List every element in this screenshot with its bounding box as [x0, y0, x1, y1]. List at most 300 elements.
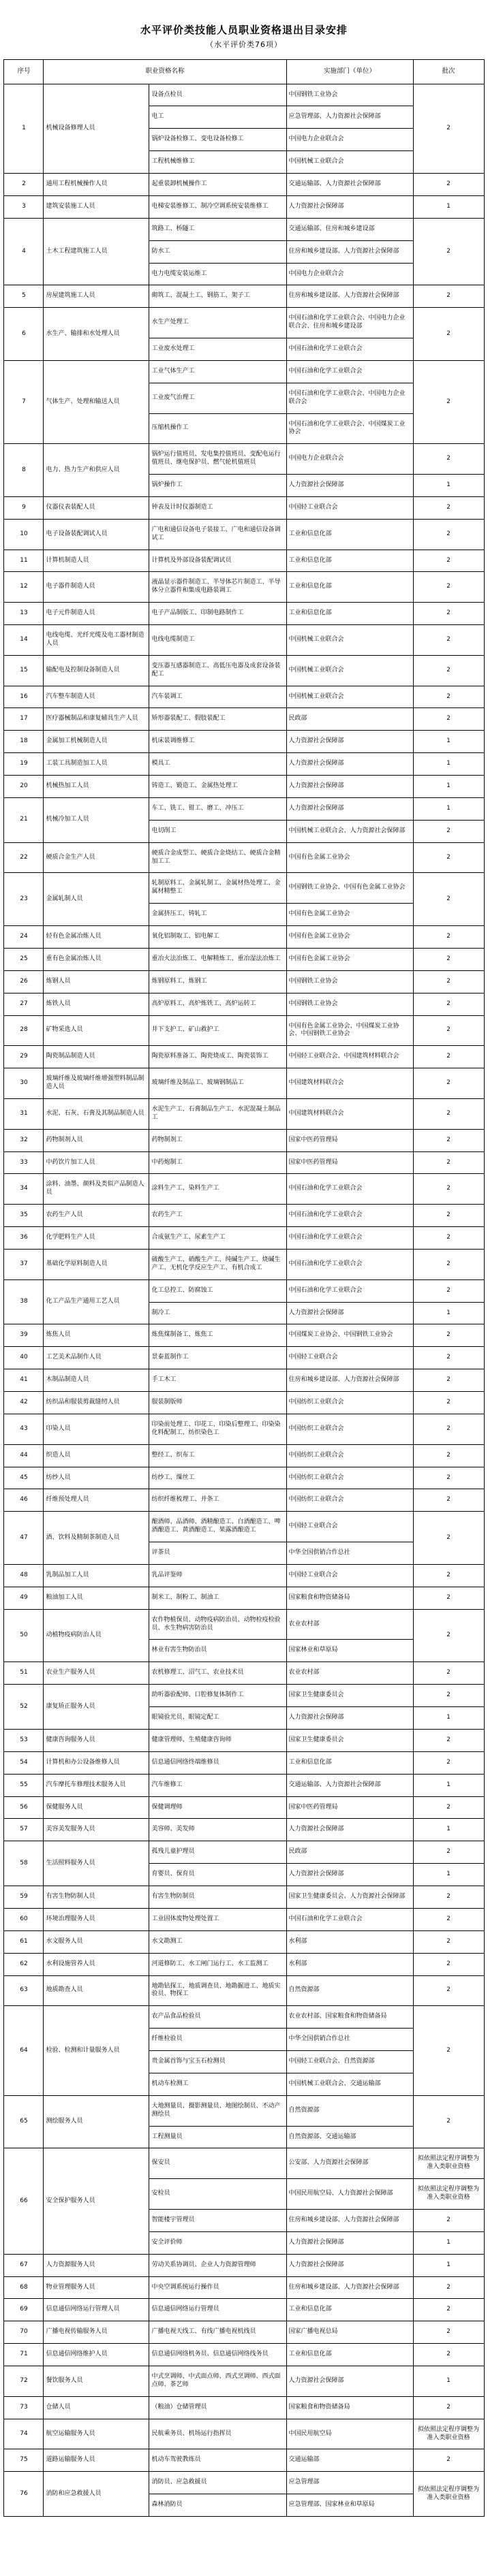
qualification-cell: 硫酸生产工、硝酸生产工、纯碱生产工、烧碱生产工、无机化学反应生产工、有机合成工 [149, 1249, 286, 1279]
row-number-cell: 35 [4, 1205, 44, 1227]
table-row [4, 1347, 484, 1369]
table-row [4, 84, 484, 106]
row-number-cell: 22 [4, 842, 44, 873]
batch-cell: 1 [413, 1864, 484, 1886]
department-cell: 中国石油和化学工业联合会 [286, 360, 413, 383]
qualification-cell: 化工总控工、防腐蚀工 [149, 1279, 286, 1302]
qualification-cell: 轧制原料工、金属轧制工、金属材热处理工、金属材精整工 [149, 873, 286, 904]
table-row [4, 625, 484, 656]
qualification-cell: 钟表及计时仪器制造工 [149, 496, 286, 519]
department-cell: 工业和信息化部 [286, 2344, 413, 2366]
batch-cell: 2 [413, 1098, 484, 1129]
department-cell: 中国钢铁工业协会 [286, 970, 413, 993]
category-cell: 农业生产服务人员 [44, 1662, 149, 1685]
batch-cell: 2 [413, 1369, 484, 1392]
department-cell: 中国石油和化学工业联合会 [286, 1205, 413, 1227]
table-row [4, 1751, 484, 1774]
category-cell: 康复矫正服务人员 [44, 1685, 149, 1730]
qualification-cell: 工业废水处理工 [149, 338, 286, 361]
category-cell: 纤维预处理人员 [44, 1489, 149, 1512]
department-cell: 中国石油和化学工业联合会 [286, 338, 413, 361]
batch-cell: 2 [413, 1841, 484, 1864]
batch-cell: 2 [413, 686, 484, 708]
department-cell: 中国轻工业联合会 [286, 1347, 413, 1369]
category-cell: 广播电视传输服务人员 [44, 2321, 149, 2344]
category-cell: 建筑安装施工人员 [44, 195, 149, 218]
table-row [4, 1129, 484, 1151]
category-cell: 水生产、输排和水处理人员 [44, 308, 149, 361]
table-row [4, 550, 484, 572]
qualification-cell: 乳品评鉴师 [149, 1564, 286, 1587]
batch-cell: 1 [413, 1774, 484, 1796]
qualification-cell: 酿酒师、品酒师、酒精酿造工、白酒酿造工、啤酒酿造工、黄酒酿造工、果露酒酿造工 [149, 1512, 286, 1542]
table-row [4, 2321, 484, 2344]
row-number-cell: 20 [4, 776, 44, 798]
row-number-cell: 29 [4, 1046, 44, 1068]
row-number-cell: 18 [4, 731, 44, 753]
table-row [4, 1174, 484, 1205]
row-number-cell: 59 [4, 1886, 44, 1909]
batch-cell: 2 [413, 2209, 484, 2231]
batch-cell: 1 [413, 753, 484, 776]
row-number-cell: 34 [4, 1174, 44, 1205]
qualification-cell: 美容师、美发师 [149, 1819, 286, 1841]
category-cell: 药物制剂人员 [44, 1129, 149, 1151]
batch-cell: 2 [413, 2449, 484, 2472]
qualification-cell: 涂料生产工、染料生产工 [149, 1174, 286, 1205]
batch-cell: 2 [413, 1662, 484, 1685]
category-cell: 物业管理服务人员 [44, 2276, 149, 2299]
table-row [4, 308, 484, 338]
category-cell: 消防和应急救援人员 [44, 2472, 149, 2517]
table-header-row [4, 60, 484, 84]
qualification-cell: 锅炉运行值班员、发电集控值班员、变配电运行值班员、继电保护员、燃气轮机值班员 [149, 444, 286, 475]
batch-cell: 2 [413, 1205, 484, 1227]
row-number-cell: 23 [4, 873, 44, 926]
category-cell: 涂料、油墨、颜料及类似产品制造人员 [44, 1174, 149, 1205]
qualification-cell: 健康管理师、生殖健康咨询师 [149, 1729, 286, 1751]
row-number-cell: 64 [4, 2006, 44, 2096]
category-cell: 输配电及控制设备制造人员 [44, 655, 149, 686]
row-number-cell: 3 [4, 195, 44, 218]
category-cell: 硬质合金生产人员 [44, 842, 149, 873]
row-number-cell: 25 [4, 948, 44, 970]
category-cell: 航空运输服务人员 [44, 2419, 149, 2449]
qualification-cell: 计算机及外部设备装配调试员 [149, 550, 286, 572]
department-cell: 中国建筑材料联合会 [286, 1068, 413, 1099]
row-number-cell: 72 [4, 2366, 44, 2397]
department-cell: 农业农村部 [286, 1662, 413, 1685]
batch-cell: 2 [413, 1609, 484, 1662]
table-row [4, 1512, 484, 1542]
row-number-cell: 66 [4, 2148, 44, 2254]
table-row [4, 195, 484, 218]
table-row [4, 776, 484, 798]
batch-cell: 1 [413, 1819, 484, 1841]
qualification-cell: 中央空调系统运行操作员 [149, 2276, 286, 2299]
category-cell: 机械热加工人员 [44, 776, 149, 798]
row-number-cell: 15 [4, 655, 44, 686]
qualification-cell: 眼镜验光员、眼镜定配工 [149, 1707, 286, 1730]
qualification-cell: 模具工 [149, 753, 286, 776]
header-implementing-department: 实施部门（单位） [286, 60, 413, 84]
table-row [4, 2344, 484, 2366]
batch-cell: 1 [413, 1707, 484, 1730]
qualification-cell: 压缩机操作工 [149, 413, 286, 444]
department-cell: 民政部 [286, 708, 413, 731]
category-cell: 炼铁人员 [44, 993, 149, 1015]
row-number-cell: 62 [4, 1953, 44, 1975]
category-cell: 健康咨询服务人员 [44, 1729, 149, 1751]
row-number-cell: 1 [4, 84, 44, 174]
batch-cell: 2 [413, 873, 484, 926]
category-cell: 电子器件制造人员 [44, 572, 149, 603]
batch-cell: 2 [413, 1015, 484, 1046]
batch-cell: 2 [413, 993, 484, 1015]
department-cell: 民政部 [286, 1841, 413, 1864]
qualification-cell: 印染前处理工、印花工、印染后整理工、印染染化料配制工、纺织染色工 [149, 1414, 286, 1444]
batch-cell: 2 [413, 2321, 484, 2344]
qualification-cell: 铸造工、锻造工、金属热处理工 [149, 776, 286, 798]
table-row [4, 2396, 484, 2419]
department-cell: 工业和信息化部 [286, 572, 413, 603]
category-cell: 水泥、石灰、石膏及其制品制造人员 [44, 1098, 149, 1129]
department-cell: 住房和城乡建设部、人力资源社会保障部 [286, 240, 413, 263]
batch-cell: 2 [413, 218, 484, 285]
batch-cell: 拟依照法定程序调整为准入类职业资格 [413, 2419, 484, 2449]
batch-cell: 2 [413, 1046, 484, 1068]
batch-cell: 2 [413, 1796, 484, 1819]
category-cell: 房屋建筑施工人员 [44, 285, 149, 308]
table-row [4, 926, 484, 949]
table-row [4, 731, 484, 753]
row-number-cell: 38 [4, 1279, 44, 1324]
batch-cell: 2 [413, 1347, 484, 1369]
department-cell: 住房和城乡建设部、人力资源社会保障部 [286, 2276, 413, 2299]
qualification-cell: 工业废气治理工 [149, 383, 286, 413]
batch-cell: 2 [413, 1129, 484, 1151]
category-cell: 织造人员 [44, 1444, 149, 1467]
row-number-cell: 57 [4, 1819, 44, 1841]
table-row [4, 2148, 484, 2179]
category-cell: 电力、热力生产和供应人员 [44, 444, 149, 497]
row-number-cell: 70 [4, 2321, 44, 2344]
table-row [4, 1609, 484, 1640]
department-cell: 中国机械工业联合会 [286, 655, 413, 686]
row-number-cell: 51 [4, 1662, 44, 1685]
row-number-cell: 55 [4, 1774, 44, 1796]
category-cell: 基础化学原料制造人员 [44, 1249, 149, 1279]
category-cell: 动植物疫病防治人员 [44, 1609, 149, 1662]
department-cell: 中国轻工业联合会 [286, 496, 413, 519]
batch-cell: 2 [413, 1953, 484, 1975]
qualification-cell: 信息通信网络运行管理员 [149, 2299, 286, 2321]
batch-cell: 2 [413, 1392, 484, 1414]
department-cell: 人力资源社会保障部 [286, 2254, 413, 2276]
qualification-cell: 筑路工、桥隧工 [149, 218, 286, 240]
table-row [4, 1930, 484, 1953]
category-cell: 机械设备修理人员 [44, 84, 149, 174]
row-number-cell: 52 [4, 1685, 44, 1730]
table-row [4, 1444, 484, 1467]
row-number-cell: 39 [4, 1324, 44, 1347]
batch-cell: 2 [413, 1249, 484, 1279]
row-number-cell: 19 [4, 753, 44, 776]
table-row [4, 496, 484, 519]
qualification-cell: 信息通信网络机务员、信息通信网络线务员 [149, 2344, 286, 2366]
category-cell: 安全保护服务人员 [44, 2148, 149, 2254]
row-number-cell: 68 [4, 2276, 44, 2299]
qualification-cell: 电子产品制版工、印制电路制作工 [149, 603, 286, 625]
table-row [4, 2276, 484, 2299]
table-row [4, 444, 484, 475]
category-cell: 炼焦人员 [44, 1324, 149, 1347]
row-number-cell: 53 [4, 1729, 44, 1751]
qualification-cell: 药物制剂工 [149, 1129, 286, 1151]
row-number-cell: 28 [4, 1015, 44, 1046]
batch-cell: 2 [413, 1751, 484, 1774]
category-cell: 电子设备装配调试人员 [44, 519, 149, 550]
qualification-cell: 服装制版师 [149, 1392, 286, 1414]
qualification-cell: 变压器互感器制造工、高低压电器及成套设备装配工 [149, 655, 286, 686]
department-cell: 中国电力企业联合会 [286, 444, 413, 475]
table-row [4, 2095, 484, 2126]
qualification-cell: 工程测量员 [149, 2126, 286, 2148]
qualification-cell: 陶瓷原料准备工、陶瓷烧成工、陶瓷装饰工 [149, 1046, 286, 1068]
row-number-cell: 76 [4, 2472, 44, 2517]
table-row [4, 1886, 484, 1909]
batch-cell: 2 [413, 603, 484, 625]
table-row [4, 2449, 484, 2472]
category-cell: 电线电缆、光纤光缆及电工器材制造人员 [44, 625, 149, 656]
department-cell: 中国有色金属工业协会 [286, 926, 413, 949]
qualification-cell: 氧化铝制取工、铝电解工 [149, 926, 286, 949]
qualification-cell: 水泥生产工、石膏制品生产工、水泥混凝土制品工 [149, 1098, 286, 1129]
department-cell: 中国机械工业联合会、人力资源社会保障部 [286, 820, 413, 842]
table-row [4, 708, 484, 731]
department-cell: 交通运输部、人力资源社会保障部 [286, 1774, 413, 1796]
category-cell: 印染人员 [44, 1414, 149, 1444]
department-cell: 工业和信息化部 [286, 519, 413, 550]
department-cell: 中国轻工业联合会 [286, 1512, 413, 1542]
batch-cell: 1 [413, 731, 484, 753]
category-cell: 检验、检测和计量服务人员 [44, 2006, 149, 2096]
batch-cell: 2 [413, 948, 484, 970]
batch-cell: 2 [413, 1489, 484, 1512]
category-cell: 环境治理服务人员 [44, 1908, 149, 1930]
qualification-cell: 水文勘测工 [149, 1930, 286, 1953]
qualification-cell: 纺纱工、缫丝工 [149, 1467, 286, 1489]
department-cell: 应急管理部、人力资源社会保障部 [286, 106, 413, 129]
qualification-cell: 机动车驾驶教练员 [149, 2449, 286, 2472]
category-cell: 酒、饮料及精制茶制造人员 [44, 1512, 149, 1565]
department-cell: 中国石油和化学工业联合会 [286, 1227, 413, 1250]
department-cell: 中国石油和化学工业联合会、中国煤炭工业协会 [286, 413, 413, 444]
table-row [4, 1819, 484, 1841]
batch-cell: 2 [413, 1324, 484, 1347]
qualification-cell: 炼焦煤制备工、炼焦工 [149, 1324, 286, 1347]
category-cell: 工艺美术品制作人员 [44, 1347, 149, 1369]
department-cell: 住房和城乡建设部、人力资源社会保障部 [286, 1369, 413, 1392]
row-number-cell: 10 [4, 519, 44, 550]
qualification-cell: 林业有害生物防治员 [149, 1640, 286, 1662]
row-number-cell: 56 [4, 1796, 44, 1819]
department-cell: 中国民用航空局、人力资源社会保障部 [286, 2179, 413, 2210]
category-cell: 工装工具制造加工人员 [44, 753, 149, 776]
table-row [4, 2366, 484, 2397]
table-row [4, 1841, 484, 1864]
qualification-cell: 贵金属首饰与宝玉石检测员 [149, 2051, 286, 2073]
qualification-cell: 电切削工 [149, 820, 286, 842]
batch-cell: 2 [413, 572, 484, 603]
row-number-cell: 37 [4, 1249, 44, 1279]
category-cell: 炼钢人员 [44, 970, 149, 993]
category-cell: 水利设施管养人员 [44, 1953, 149, 1975]
batch-cell: 2 [413, 550, 484, 572]
qualification-cell: 汽车装调工 [149, 686, 286, 708]
table-row [4, 753, 484, 776]
department-cell: 国家林业和草原局 [286, 1640, 413, 1662]
qualification-cell: 农药生产工 [149, 1205, 286, 1227]
department-cell: 人力资源社会保障部 [286, 475, 413, 497]
qualification-cell: 广电和通信设备电子装接工、广电和通信设备调试工 [149, 519, 286, 550]
row-number-cell: 63 [4, 1975, 44, 2006]
qualification-cell: 农作物植保员、动物疫病防治员、动物检疫检验员、水生物病害防治员 [149, 1609, 286, 1640]
department-cell: 国家卫生健康委员会 [286, 1685, 413, 1707]
batch-cell: 2 [413, 1151, 484, 1174]
table-row [4, 1151, 484, 1174]
qualification-cell: 电线电缆制造工 [149, 625, 286, 656]
qualification-cell: 信息通信网络终端维修员 [149, 1751, 286, 1774]
qualification-cell: 机床装调维修工 [149, 731, 286, 753]
qualification-cell: 森林消防员 [149, 2494, 286, 2517]
qualification-cell: 水生产处理工 [149, 308, 286, 338]
category-cell: 生活照料服务人员 [44, 1841, 149, 1886]
table-row [4, 1046, 484, 1068]
row-number-cell: 48 [4, 1564, 44, 1587]
batch-cell: 2 [413, 84, 484, 174]
category-cell: 信息通信网络运行管理人员 [44, 2299, 149, 2321]
department-cell: 国家中医药管理局 [286, 1151, 413, 1174]
batch-cell: 2 [413, 842, 484, 873]
qualification-cell: 工业固体废物处理处置工 [149, 1908, 286, 1930]
department-cell: 公安部、人力资源社会保障部 [286, 2148, 413, 2179]
category-cell: 机械冷加工人员 [44, 797, 149, 842]
table-row [4, 1587, 484, 1609]
table-row [4, 1324, 484, 1347]
qualification-cell: 保安员 [149, 2148, 286, 2179]
department-cell: 中国钢铁工业协会 [286, 84, 413, 106]
qualification-cell: 民航乘务员、机场运行指挥员 [149, 2419, 286, 2449]
category-cell: 有害生物防制人员 [44, 1886, 149, 1909]
qualification-cell: 合成氨生产工、尿素生产工 [149, 1227, 286, 1250]
qualification-cell: 安检员 [149, 2179, 286, 2210]
category-cell: 信息通信网络维护人员 [44, 2344, 149, 2366]
category-cell: 粮油加工人员 [44, 1587, 149, 1609]
department-cell: 交通运输部、住房和城乡建设部 [286, 218, 413, 240]
header-serial-number: 序号 [4, 60, 44, 84]
category-cell: 汽车整车制造人员 [44, 686, 149, 708]
category-cell: 玻璃纤维及玻璃纤维增强塑料制品制造人员 [44, 1068, 149, 1099]
table-row [4, 1205, 484, 1227]
qualification-cell: 电梯安装维修工、制冷空调系统安装维修工 [149, 195, 286, 218]
batch-cell: 2 [413, 1467, 484, 1489]
department-cell: 中国轻工业联合会 [286, 1564, 413, 1587]
category-cell: 仪器仪表装配人员 [44, 496, 149, 519]
department-cell: 交通运输部 [286, 2449, 413, 2472]
table-row [4, 1489, 484, 1512]
category-cell: 中药饮片加工人员 [44, 1151, 149, 1174]
row-number-cell: 5 [4, 285, 44, 308]
qualification-cell: 广播电视天线工、有线广播电视机线员 [149, 2321, 286, 2344]
category-cell: 计算机制造人员 [44, 550, 149, 572]
row-number-cell: 61 [4, 1930, 44, 1953]
department-cell: 中国机械工业联合会 [286, 151, 413, 174]
qualification-cell: 有害生物防制员 [149, 1886, 286, 1909]
table-row [4, 519, 484, 550]
qualification-cell: 手工木工 [149, 1369, 286, 1392]
batch-cell: 2 [413, 1444, 484, 1467]
qualification-cell: 硬质合金成型工、硬质合金烧结工、硬质合金精加工工 [149, 842, 286, 873]
batch-cell: 2 [413, 2299, 484, 2321]
qualification-cell: 评茶员 [149, 1542, 286, 1565]
department-cell: 农业农村部 [286, 1609, 413, 1640]
batch-cell: 拟依照法定程序调整为准入类职业资格 [413, 2148, 484, 2179]
department-cell: 工业和信息化部 [286, 550, 413, 572]
row-number-cell: 11 [4, 550, 44, 572]
batch-cell: 2 [413, 360, 484, 443]
batch-cell: 2 [413, 1886, 484, 1909]
batch-cell: 拟依照法定程序调整为准入类职业资格 [413, 2179, 484, 2210]
batch-cell: 2 [413, 970, 484, 993]
category-cell: 化学肥料生产人员 [44, 1227, 149, 1250]
batch-cell: 2 [413, 1930, 484, 1953]
row-number-cell: 71 [4, 2344, 44, 2366]
row-number-cell: 43 [4, 1414, 44, 1444]
qualification-cell: 玻璃纤维及制品工、玻璃钢制品工 [149, 1068, 286, 1099]
batch-cell: 2 [413, 2095, 484, 2148]
row-number-cell: 45 [4, 1467, 44, 1489]
row-number-cell: 7 [4, 360, 44, 443]
row-number-cell: 41 [4, 1369, 44, 1392]
qualification-cell: 设备点检员 [149, 84, 286, 106]
department-cell: 中国机械工业联合会、交通运输部 [286, 2073, 413, 2095]
qualification-cell: 制米工、制粉工、制油工 [149, 1587, 286, 1609]
batch-cell: 2 [413, 444, 484, 475]
batch-cell: 2 [413, 1729, 484, 1751]
row-number-cell: 2 [4, 174, 44, 196]
department-cell: 中国有色金属工业协会 [286, 904, 413, 926]
table-row [4, 1662, 484, 1685]
row-number-cell: 60 [4, 1908, 44, 1930]
batch-cell: 拟依照法定程序调整为准入类职业资格 [413, 2472, 484, 2517]
qualification-cell: 制冷工 [149, 1302, 286, 1324]
qualification-cell: 起重装卸机械操作工 [149, 174, 286, 196]
department-cell: 水利部 [286, 1930, 413, 1953]
department-cell: 人力资源社会保障部 [286, 1864, 413, 1886]
table-row [4, 1796, 484, 1819]
category-cell: 木制品制造人员 [44, 1369, 149, 1392]
table-row [4, 873, 484, 904]
row-number-cell: 16 [4, 686, 44, 708]
department-cell: 水利部 [286, 1953, 413, 1975]
department-cell: 中国钢铁工业协会 [286, 993, 413, 1015]
department-cell: 中国纺织工业联合会 [286, 1444, 413, 1467]
row-number-cell: 14 [4, 625, 44, 656]
row-number-cell: 75 [4, 2449, 44, 2472]
row-number-cell: 8 [4, 444, 44, 497]
batch-cell: 1 [413, 195, 484, 218]
